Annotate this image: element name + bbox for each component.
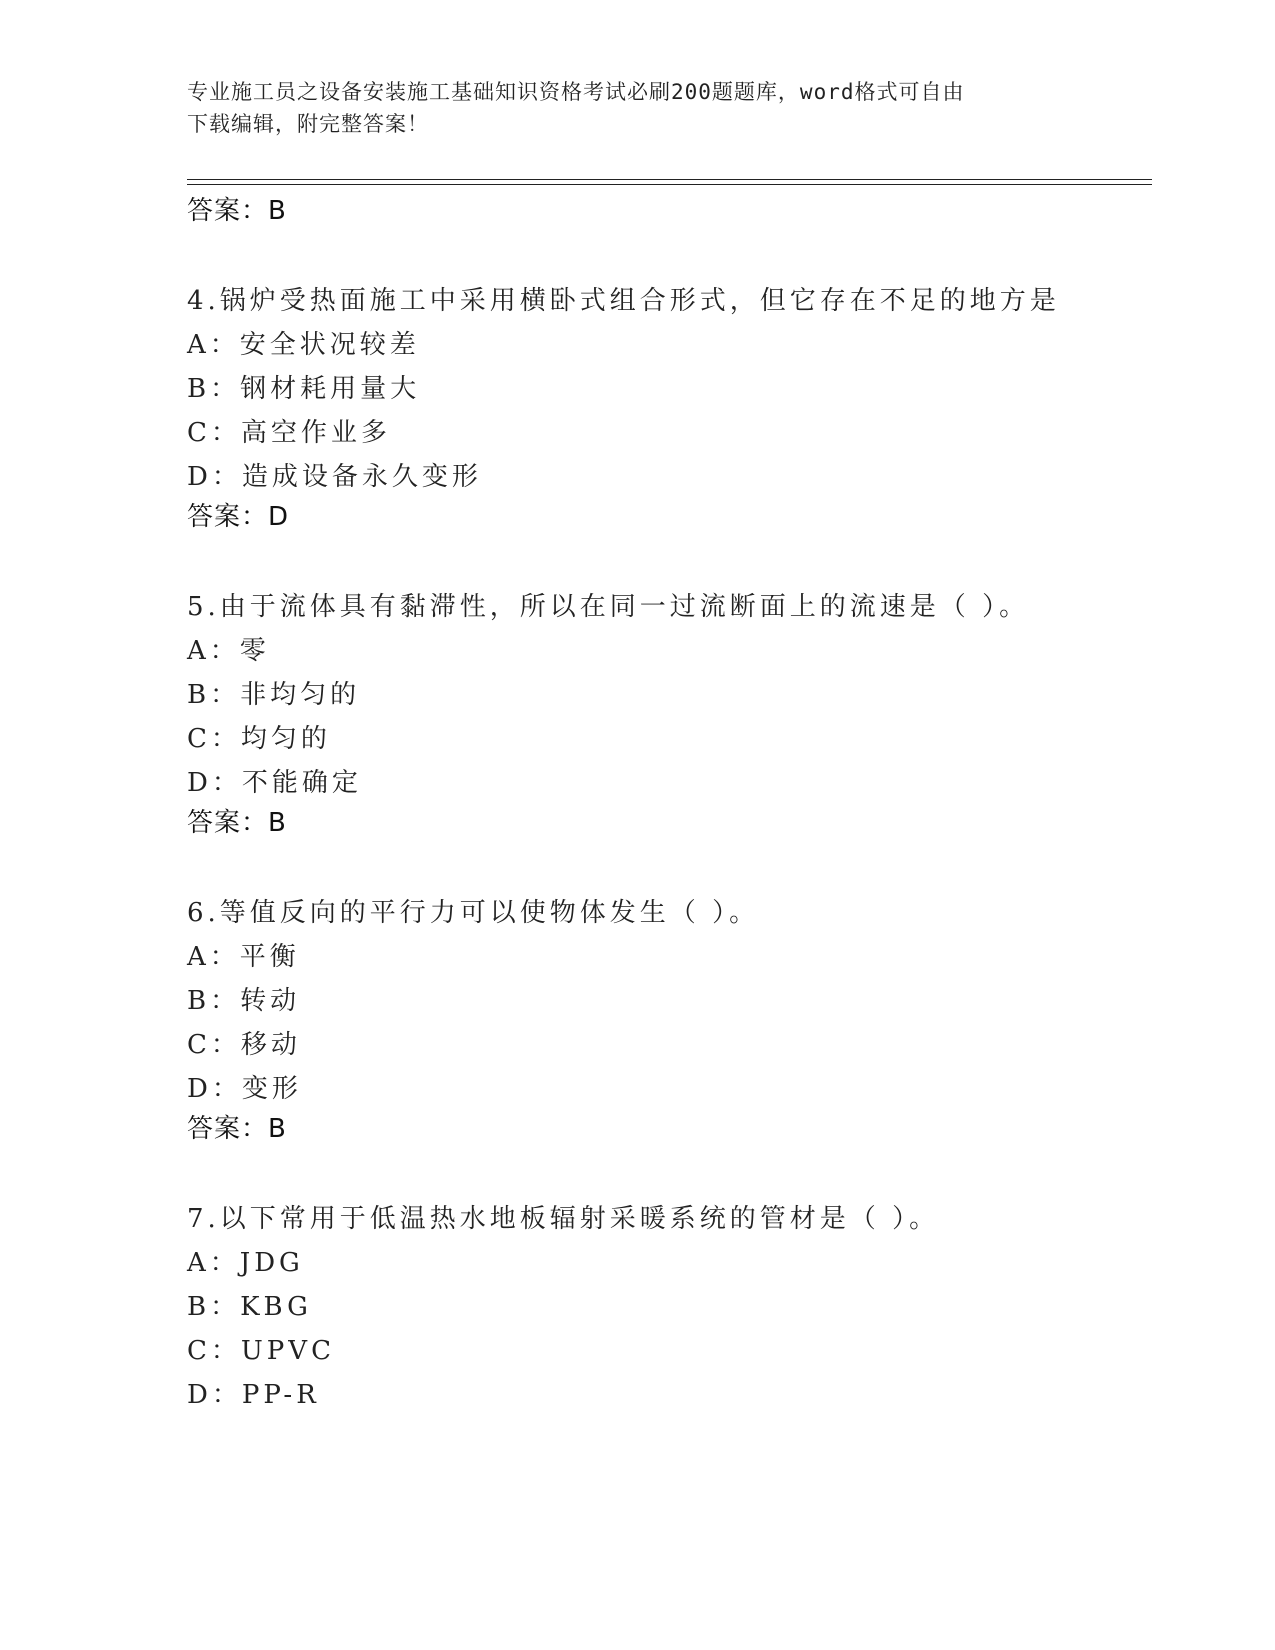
question-5-option-d: D：不能确定 bbox=[187, 768, 362, 798]
question-4-option-b: B：钢材耗用量大 bbox=[187, 374, 421, 404]
question-5-option-c: C：均匀的 bbox=[187, 724, 331, 754]
question-6-option-c: C：移动 bbox=[187, 1030, 301, 1060]
header-divider-bottom bbox=[187, 184, 1152, 185]
header-title-line-1: 专业施工员之设备安装施工基础知识资格考试必刷200题题库，word格式可自由 bbox=[187, 80, 965, 104]
question-5-option-a: A：零 bbox=[187, 636, 270, 666]
question-4-text: 4.锅炉受热面施工中采用横卧式组合形式，但它存在不足的地方是 bbox=[187, 286, 1060, 316]
question-6-option-a: A：平衡 bbox=[187, 942, 300, 972]
question-6-answer: 答案：B bbox=[187, 1114, 287, 1144]
question-5-answer: 答案：B bbox=[187, 808, 287, 838]
question-7-option-c: C：UPVC bbox=[187, 1336, 335, 1366]
header-title-line-2: 下载编辑，附完整答案！ bbox=[187, 112, 429, 136]
document-header bbox=[187, 76, 1067, 140]
question-5-text: 5.由于流体具有黏滞性，所以在同一过流断面上的流速是（ ）。 bbox=[187, 592, 1030, 622]
question-6-option-d: D：变形 bbox=[187, 1074, 302, 1104]
question-6-text: 6.等值反向的平行力可以使物体发生（ ）。 bbox=[187, 898, 760, 928]
question-4-option-c: C：高空作业多 bbox=[187, 418, 391, 448]
question-4-option-d: D：造成设备永久变形 bbox=[187, 462, 482, 492]
question-5-option-b: B：非均匀的 bbox=[187, 680, 361, 710]
question-4-option-a: A：安全状况较差 bbox=[187, 330, 420, 360]
question-7-option-b: B：KBG bbox=[187, 1292, 312, 1322]
question-4-answer: 答案：D bbox=[187, 502, 290, 532]
header-divider-top bbox=[187, 179, 1152, 180]
question-6-option-b: B：转动 bbox=[187, 986, 301, 1016]
answer-line-q3: 答案：B bbox=[187, 196, 287, 226]
question-7-text: 7.以下常用于低温热水地板辐射采暖系统的管材是（ ）。 bbox=[187, 1204, 940, 1234]
question-7-option-a: A：JDG bbox=[187, 1248, 304, 1278]
question-7-option-d: D：PP-R bbox=[187, 1380, 320, 1410]
